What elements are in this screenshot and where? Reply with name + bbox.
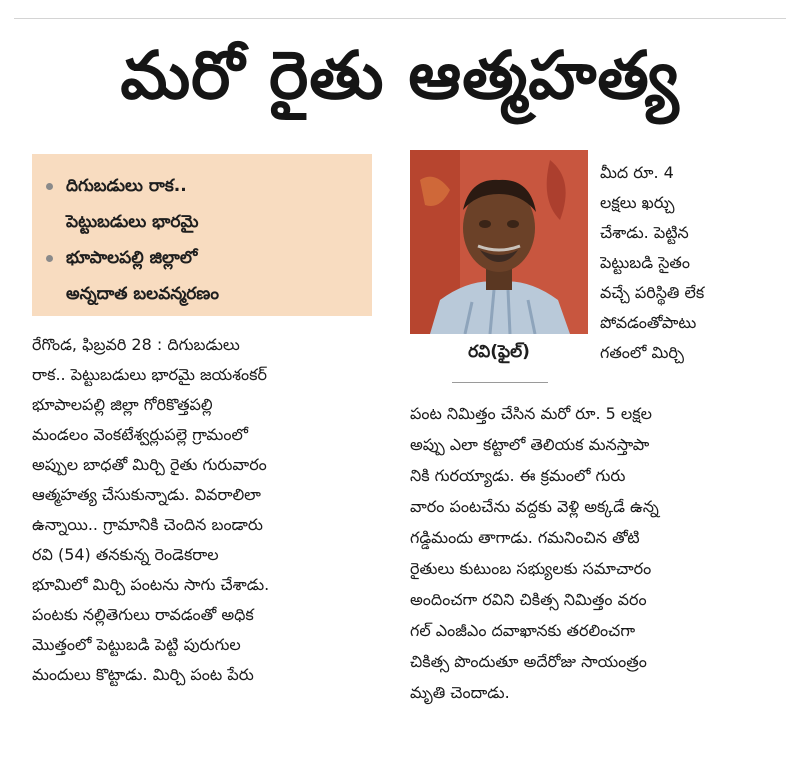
article-right-top-column (600, 158, 770, 368)
text-line: రాక.. పెట్టుబడులు భారమై జయశంకర్ (32, 365, 267, 384)
text-line: మండలం వెంకటేశ్వర్లుపల్లె గ్రామంలో (32, 425, 248, 444)
highlights-list (44, 168, 362, 312)
text-line: పెట్టుబడి సైతం (600, 253, 690, 272)
highlight-item (44, 240, 362, 312)
text-line: చేశాడు. పెట్టిన (600, 223, 689, 242)
text-line: భూపాలపల్లి జిల్లా గోరికొత్తపల్లి (32, 395, 213, 414)
text-line: రైతులు కుటుంబ సభ్యులకు సమాచారం (410, 559, 652, 578)
highlight-line: అన్నదాత బలవన్మరణం (66, 284, 219, 304)
text-line: రవి (54) తనకున్న రెండెకరాల (32, 545, 219, 564)
text-line: వచ్చే పరిస్థితి లేక (600, 283, 705, 302)
text-line: మందులు కొట్టాడు. మిర్చి పంట పేరు (32, 665, 254, 684)
article-right-column (410, 398, 770, 708)
photo-caption: రవి(ఫైల్) (468, 342, 530, 362)
text-line: వారం పంటచేను వద్దకు వెళ్లి అక్కడే ఉన్న (410, 497, 659, 516)
text-line: రేగొండ, ఫిబ్రవరి 28 : దిగుబడులు (32, 335, 240, 354)
text-line: చికిత్స పొందుతూ అదేరోజు సాయంత్రం (410, 652, 647, 671)
text-line: గల్ ఎంజీఎం దవాఖానకు తరలించగా (410, 621, 636, 640)
text-line: గతంలో మిర్చి (600, 343, 685, 362)
highlight-item (44, 168, 362, 240)
text-line: పోవడంతోపాటు (600, 313, 697, 332)
highlights-box (32, 154, 372, 316)
caption-rule (452, 382, 548, 383)
text-line: పంట నిమిత్తం చేసిన మరో రూ. 5 లక్షల (410, 404, 652, 423)
text-line: ఆత్మహత్య చేసుకున్నాడు. వివరాలిలా (32, 485, 261, 504)
text-line: పంటకు నల్లితెగులు రావడంతో అధిక (32, 605, 254, 624)
text-line: అప్పుల బాధతో మిర్చి రైతు గురువారం (32, 455, 267, 474)
bullet-icon (46, 183, 53, 190)
text-line: లక్షలు ఖర్చు (600, 193, 675, 212)
text-line: మొత్తంలో పెట్టుబడి పెట్టి పురుగుల (32, 635, 241, 654)
text-line: మృతి చెందాడు. (410, 683, 510, 702)
text-line: అప్పు ఎలా కట్టాలో తెలియక మనస్తాపా (410, 435, 650, 454)
text-line: ఉన్నాయి.. గ్రామానికి చెందిన బండారు (32, 515, 263, 534)
text-line: నికి గురయ్యాడు. ఈ క్రమంలో గురు (410, 466, 626, 485)
text-line: మీద రూ. 4 (600, 163, 674, 182)
bullet-icon (46, 255, 53, 262)
article-left-column (32, 330, 378, 690)
text-line: భూమిలో మిర్చి పంటను సాగు చేశాడు. (32, 575, 270, 594)
highlight-line: భూపాలపల్లి జిల్లాలో (66, 248, 198, 268)
top-rule (14, 18, 786, 19)
farmer-photo (410, 150, 588, 334)
portrait-image (410, 150, 588, 334)
headline: మరో రైతు ఆత్మహత్య (120, 36, 680, 114)
text-line: అందించగా రవిని చికిత్స నిమిత్తం వరం (410, 590, 647, 609)
text-line: గడ్డిమందు తాగాడు. గమనించిన తోటి (410, 528, 640, 547)
highlight-line: పెట్టుబడులు భారమై (66, 212, 199, 232)
highlight-line: దిగుబడులు రాక.. (66, 176, 187, 196)
